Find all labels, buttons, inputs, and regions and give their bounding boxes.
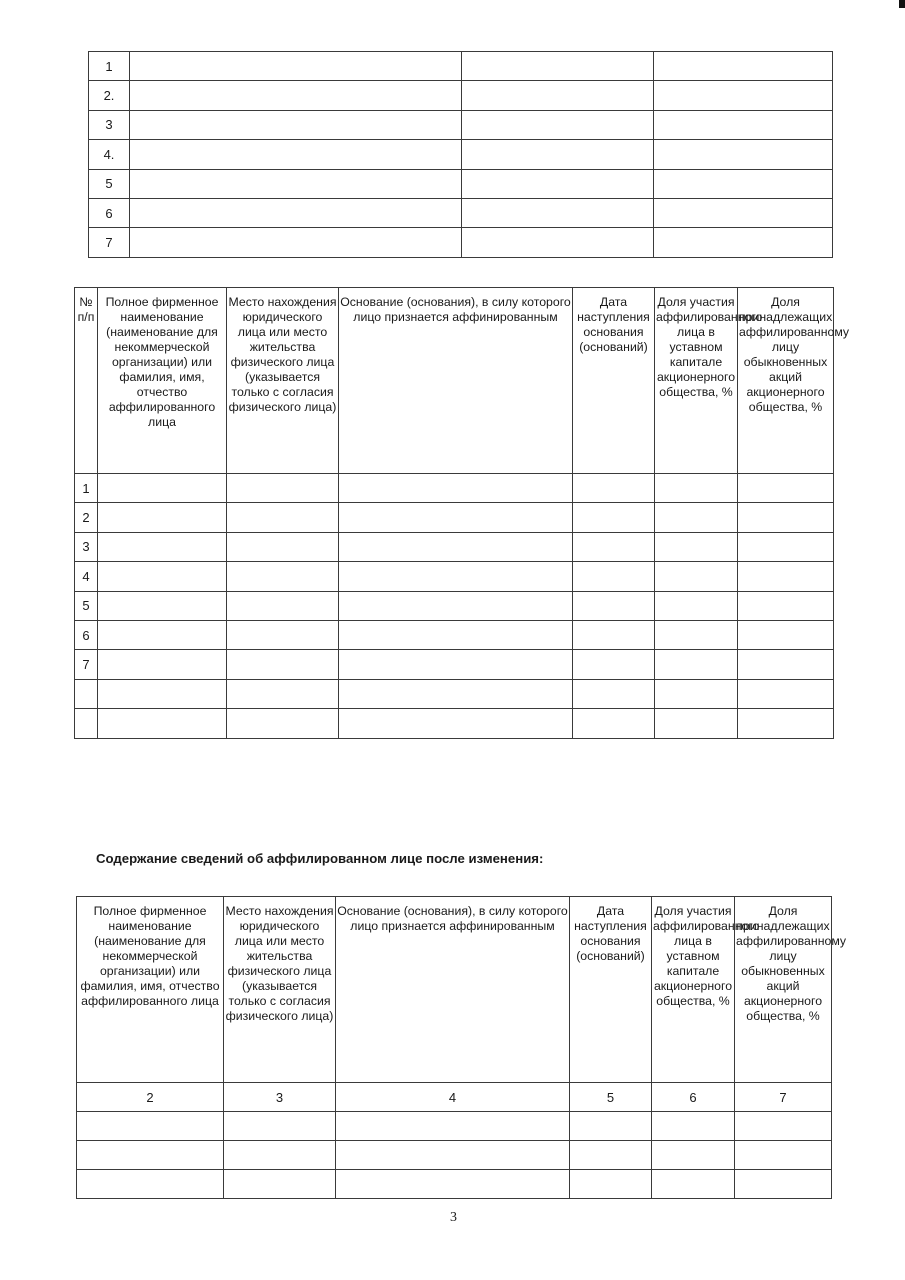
table-cell[interactable] <box>77 1141 224 1170</box>
table-row <box>75 591 834 620</box>
table-row <box>77 1170 832 1199</box>
table-cell[interactable] <box>130 52 462 81</box>
table-cell[interactable] <box>738 503 834 532</box>
table-cell[interactable] <box>652 1141 735 1170</box>
table-cell[interactable] <box>339 620 573 649</box>
table-cell[interactable] <box>227 620 339 649</box>
table-header-row <box>75 288 834 474</box>
column-header-shares-owned: Доля принадлежащих аффилированному лицу обыкновенных акций акционерного общества, % <box>735 897 832 1083</box>
table-cell[interactable] <box>654 228 833 257</box>
table-cell[interactable] <box>655 679 738 708</box>
column-number: 2 <box>77 1083 224 1112</box>
table-cell[interactable] <box>339 709 573 738</box>
table-cell[interactable] <box>462 52 654 81</box>
table-row <box>75 503 834 532</box>
continuation-table <box>88 51 833 258</box>
row-number: 3 <box>75 532 98 561</box>
table-cell[interactable] <box>462 110 654 139</box>
table-cell[interactable] <box>573 620 655 649</box>
table-cell[interactable] <box>655 591 738 620</box>
table-row <box>75 474 834 503</box>
table-cell[interactable] <box>98 532 227 561</box>
column-header-date: Дата наступления основания (оснований) <box>573 288 655 474</box>
column-number: 4 <box>336 1083 570 1112</box>
table-cell[interactable] <box>339 679 573 708</box>
table-row <box>75 562 834 591</box>
row-number: 1 <box>75 474 98 503</box>
table-cell[interactable] <box>98 709 227 738</box>
column-number: 3 <box>224 1083 336 1112</box>
table-cell[interactable] <box>336 1141 570 1170</box>
table-cell[interactable] <box>573 532 655 561</box>
table-cell[interactable] <box>130 81 462 110</box>
page-number: 3 <box>450 1210 457 1225</box>
table-cell[interactable] <box>227 679 339 708</box>
table-cell[interactable] <box>224 1112 336 1141</box>
column-header-name: Полное фирменное наименование (наименование для некоммерческой организации) или фамилия, имя, отчество аффилированного лица <box>77 897 224 1083</box>
row-number <box>75 679 98 708</box>
table-cell[interactable] <box>77 1112 224 1141</box>
table-cell[interactable] <box>652 1170 735 1199</box>
table-cell[interactable] <box>654 110 833 139</box>
column-header-capital-share: Доля участия аффилированного лица в уставном капитале акционерного общества, % <box>652 897 735 1083</box>
column-number: 6 <box>652 1083 735 1112</box>
table-cell[interactable] <box>227 474 339 503</box>
table-row <box>89 81 833 110</box>
column-header-location: Место нахождения юридического лица или место жительства физического лица (указывается только с согласия физического лица) <box>224 897 336 1083</box>
table-cell[interactable] <box>98 503 227 532</box>
column-header-date: Дата наступления основания (оснований) <box>570 897 652 1083</box>
table-cell[interactable] <box>655 562 738 591</box>
table-cell[interactable] <box>77 1170 224 1199</box>
table-cell[interactable] <box>573 709 655 738</box>
table-cell[interactable] <box>573 679 655 708</box>
table-cell[interactable] <box>735 1170 832 1199</box>
table-cell[interactable] <box>339 474 573 503</box>
table-cell[interactable] <box>227 532 339 561</box>
column-header-location: Место нахождения юридического лица или место жительства физического лица (указывается только с согласия физического лица) <box>227 288 339 474</box>
table-cell[interactable] <box>735 1112 832 1141</box>
table-cell[interactable] <box>224 1141 336 1170</box>
table-cell[interactable] <box>130 110 462 139</box>
table-cell[interactable] <box>224 1170 336 1199</box>
column-header-capital-share: Доля участия аффилированного лица в уставном капитале акционерного общества, % <box>655 288 738 474</box>
table-cell[interactable] <box>227 591 339 620</box>
table-cell[interactable] <box>654 198 833 227</box>
table-cell[interactable] <box>738 532 834 561</box>
table-cell[interactable] <box>738 679 834 708</box>
table-cell[interactable] <box>654 169 833 198</box>
row-number: 7 <box>89 228 130 257</box>
table-cell[interactable] <box>738 620 834 649</box>
table-cell[interactable] <box>655 620 738 649</box>
table-cell[interactable] <box>462 228 654 257</box>
table-row <box>75 679 834 708</box>
table-cell[interactable] <box>336 1170 570 1199</box>
table-row <box>75 650 834 679</box>
table-cell[interactable] <box>130 140 462 169</box>
table-row <box>75 709 834 738</box>
row-number: 4 <box>75 562 98 591</box>
table-cell[interactable] <box>130 198 462 227</box>
table-cell[interactable] <box>570 1112 652 1141</box>
table-row <box>89 198 833 227</box>
table-row <box>75 532 834 561</box>
row-number: 5 <box>75 591 98 620</box>
table-row <box>89 110 833 139</box>
table-cell[interactable] <box>654 52 833 81</box>
section-heading-after-change: Содержание сведений об аффилированном лице после изменения: <box>96 851 544 866</box>
table-cell[interactable] <box>655 474 738 503</box>
row-number: 6 <box>75 620 98 649</box>
table-cell[interactable] <box>654 81 833 110</box>
table-cell[interactable] <box>130 169 462 198</box>
table-cell[interactable] <box>98 620 227 649</box>
row-number: 3 <box>89 110 130 139</box>
table-row <box>89 52 833 81</box>
table-cell[interactable] <box>98 650 227 679</box>
table-cell[interactable] <box>655 503 738 532</box>
table-cell[interactable] <box>735 1141 832 1170</box>
column-number-row <box>77 1083 832 1112</box>
table-row <box>77 1141 832 1170</box>
table-row <box>77 1112 832 1141</box>
table-cell[interactable] <box>573 650 655 679</box>
table-cell[interactable] <box>570 1141 652 1170</box>
table-cell[interactable] <box>339 591 573 620</box>
table-cell[interactable] <box>98 679 227 708</box>
table-cell[interactable] <box>462 81 654 110</box>
table-cell[interactable] <box>336 1112 570 1141</box>
after-change-table <box>76 896 847 1199</box>
row-number <box>75 709 98 738</box>
table-cell[interactable] <box>573 591 655 620</box>
table-cell[interactable] <box>738 591 834 620</box>
row-number: 5 <box>89 169 130 198</box>
table-cell[interactable] <box>227 709 339 738</box>
table-cell[interactable] <box>98 562 227 591</box>
table-cell[interactable] <box>98 591 227 620</box>
column-number: 5 <box>570 1083 652 1112</box>
row-number: 2 <box>75 503 98 532</box>
scan-corner-mark <box>899 0 905 8</box>
table-cell[interactable] <box>227 503 339 532</box>
table-cell[interactable] <box>573 474 655 503</box>
table-row <box>89 169 833 198</box>
table-cell[interactable] <box>339 532 573 561</box>
row-number: 1 <box>89 52 130 81</box>
table-cell[interactable] <box>738 562 834 591</box>
affiliates-table <box>74 287 850 739</box>
table-cell[interactable] <box>573 503 655 532</box>
table-row <box>75 620 834 649</box>
column-header-basis: Основание (основания), в силу которого лицо признается аффинированным <box>339 288 573 474</box>
table-cell[interactable] <box>654 140 833 169</box>
table-cell[interactable] <box>339 562 573 591</box>
table-cell[interactable] <box>655 709 738 738</box>
table-cell[interactable] <box>98 474 227 503</box>
table-cell[interactable] <box>738 474 834 503</box>
table-cell[interactable] <box>462 198 654 227</box>
table-cell[interactable] <box>339 650 573 679</box>
table-row <box>89 140 833 169</box>
table-cell[interactable] <box>462 140 654 169</box>
column-header-basis: Основание (основания), в силу которого лицо признается аффинированным <box>336 897 570 1083</box>
table-cell[interactable] <box>462 169 654 198</box>
column-header-name: Полное фирменное наименование (наименование для некоммерческой организации) или фамилия, имя, отчество аффилированного лица <box>98 288 227 474</box>
table-cell[interactable] <box>573 562 655 591</box>
table-cell[interactable] <box>655 532 738 561</box>
column-number: 7 <box>735 1083 832 1112</box>
table-cell[interactable] <box>655 650 738 679</box>
column-header-shares-owned: Доля принадлежащих аффилированному лицу обыкновенных акций акционерного общества, % <box>738 288 834 474</box>
table-cell[interactable] <box>570 1170 652 1199</box>
row-number: 6 <box>89 198 130 227</box>
table-cell[interactable] <box>339 503 573 532</box>
table-cell[interactable] <box>652 1112 735 1141</box>
row-number: 2. <box>89 81 130 110</box>
table-header-row <box>77 897 832 1083</box>
table-cell[interactable] <box>738 709 834 738</box>
column-header-index: № п/п <box>75 288 98 474</box>
row-number: 4. <box>89 140 130 169</box>
table-cell[interactable] <box>130 228 462 257</box>
table-cell[interactable] <box>738 650 834 679</box>
row-number: 7 <box>75 650 98 679</box>
table-cell[interactable] <box>227 650 339 679</box>
table-cell[interactable] <box>227 562 339 591</box>
table-row <box>89 228 833 257</box>
